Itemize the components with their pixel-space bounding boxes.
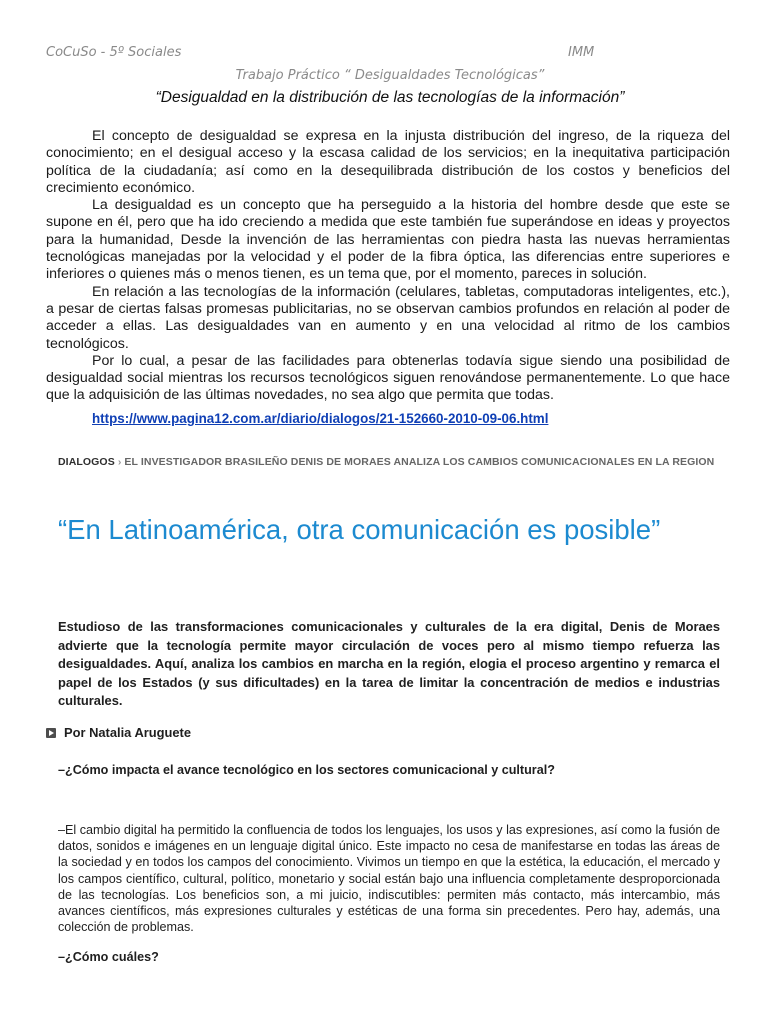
essay-body	[46, 128, 730, 405]
play-bullet-icon	[46, 728, 56, 738]
essay-paragraph: La desigualdad es un concepto que ha perseguido a la historia del hombre desde que este se supone en él, pero que ha ido creciendo a medida que este también fue superándose en ideas y proyectos para la humanidad, Desde la invención de las herramientas con piedra hasta las nuevas herramientas tecnológicas manejadas por la velocidad y el poder de la fibra óptica, las diferencias entre superiores e inferiores o quienes más o menos tienen, es un tema que, por el momento, pareces in solución.	[46, 197, 730, 283]
breadcrumb-title: EL INVESTIGADOR BRASILEÑO DENIS DE MORAES ANALIZA LOS CAMBIOS COMUNICACIONALES EN LA REGION	[124, 456, 715, 468]
interview-question: –¿Cómo cuáles?	[58, 950, 159, 964]
breadcrumb-section[interactable]: DIALOGOS	[58, 456, 115, 468]
source-link[interactable]: https://www.pagina12.com.ar/diario/dialogos/21-152660-2010-09-06.html	[92, 411, 549, 426]
page-title: “Desigualdad en la distribución de las tecnologías de la información”	[155, 89, 625, 106]
header-school: IMM	[568, 45, 595, 60]
author-byline	[46, 725, 191, 740]
essay-paragraph: El concepto de desigualdad se expresa en la injusta distribución del ingreso, de la riqueza del conocimiento; en el desigual acceso y la escasa calidad de los servicios; en la inequitativa participación política de la ciudadanía; así como en la desequilibrada distribución de los costos y beneficios del crecimiento económico.	[46, 128, 730, 196]
interview-question: –¿Cómo impacta el avance tecnológico en los sectores comunicacional y cultural?	[58, 763, 555, 777]
essay-paragraph: En relación a las tecnologías de la información (celulares, tabletas, computadoras inteligentes, etc.), a pesar de ciertas falsas promesas publicitarias, no se observan cambios profundos en relación al poder de acceder a ellas. Las desigualdades van en aumento y en una velocidad al ritmo de los cambios tecnológicos.	[46, 283, 730, 352]
interview-answer: –El cambio digital ha permitido la confluencia de todos los lenguajes, los usos y las expresiones, así como la fusión de datos, sonidos e imágenes en un lenguaje digital único. Este impacto no cesa de manifestarse en todas las áreas de la sociedad y en todos los campos del conocimiento. Vivimos un tiempo en que la estética, la educación, el mercado y los campos científico, cultural, político, monetario y social están bajo una influencia completamente desproporcionada de las tecnologías. Los beneficios son, a mi juicio, indiscutibles: permiten más contacto, más intercambio, más avances científicos, más expresiones culturales y estéticas de una forma sin precedentes. Pero hay, además, una colección de problemas.	[58, 823, 720, 935]
header-course: CoCuSo - 5º Sociales	[46, 45, 182, 60]
essay-paragraph: Por lo cual, a pesar de las facilidades para obtenerlas todavía sigue siendo una posibilidad de desigualdad social mientras los recursos tecnológicos siguen renovándose permanentemente. Lo que hace que la adquisición de las últimas novedades, no sea algo que permita que todas.	[46, 352, 730, 404]
article-lead: Estudioso de las transformaciones comunicacionales y culturales de la era digital, Denis de Moraes advierte que la tecnología permite mayor circulación de voces pero al mismo tiempo refuerza las desigualdades. Aquí, analiza los cambios en marcha en la región, elogia el proceso argentino y remarca el papel de los Estados (y sus dificultades) en la tarea de limitar la concentración de medios e industrias culturales.	[58, 619, 720, 709]
breadcrumb-separator: ›	[117, 456, 122, 468]
breadcrumb	[58, 457, 722, 468]
article-headline: “En Latinoamérica, otra comunicación es posible”	[58, 514, 661, 545]
assignment-subtitle: Trabajo Práctico “ Desigualdades Tecnológicas”	[235, 68, 545, 83]
author-name: Por Natalia Aruguete	[64, 725, 192, 740]
